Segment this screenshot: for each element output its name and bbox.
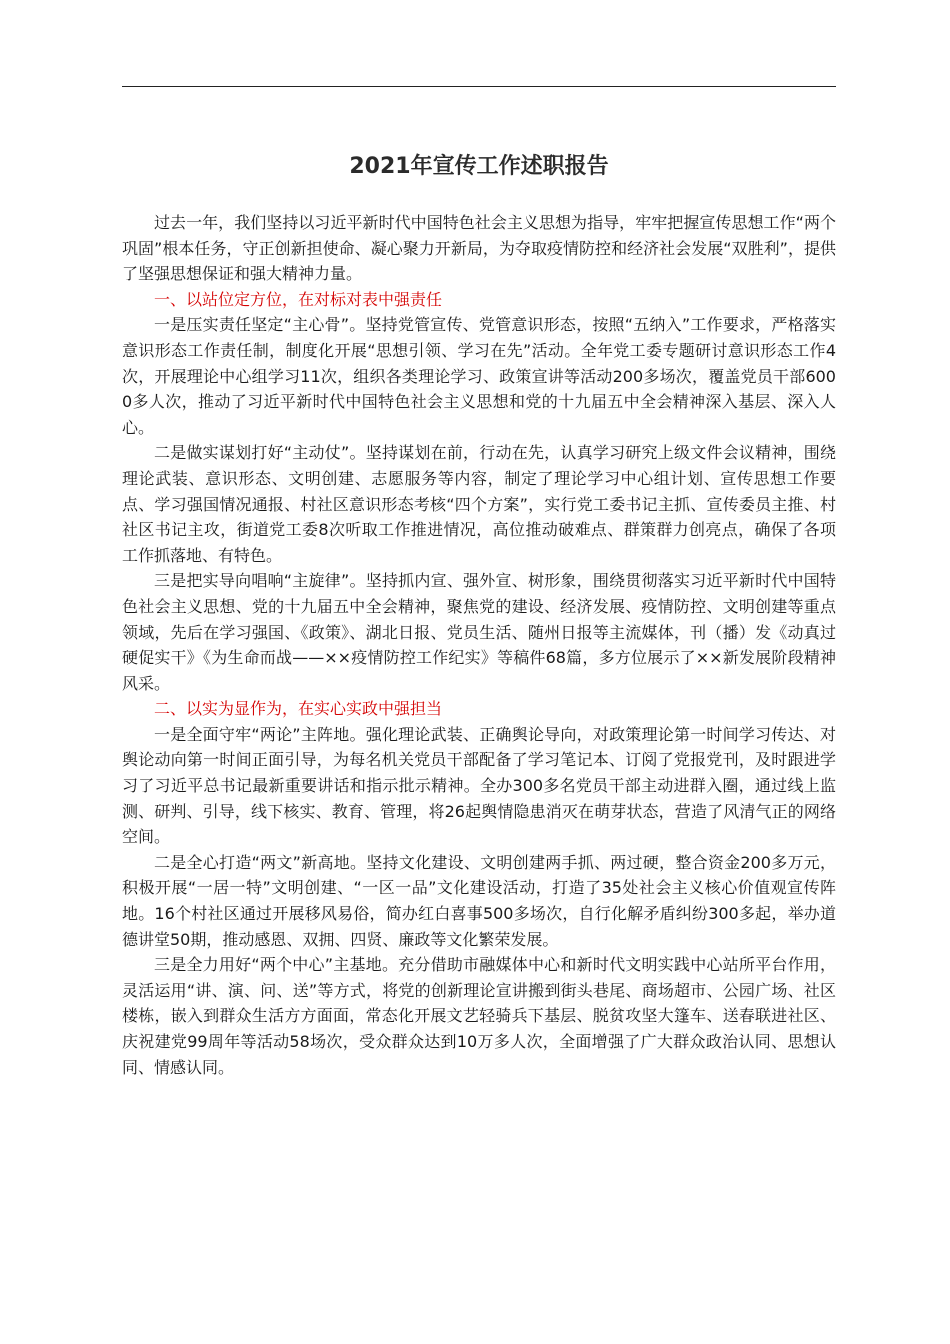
body-paragraph: 三是全力用好“两个中心”主基地。充分借助市融媒体中心和新时代文明实践中心站所平台作用，灵活运用“讲、演、问、送”等方式，将党的创新理论宣讲搬到街头巷尾、商场超市、公园广场、社区楼栋，嵌入到群众生活方方面面，常态化开展文艺轻骑兵下基层、脱贫攻坚大篷车、送春联进社区、庆祝建党99周年等活动58场次，受众群众达到10万多人次，全面增强了广大群众政治认同、思想认同、情感认同。: [122, 955, 836, 1077]
body-paragraph: 一是全面守牢“两论”主阵地。强化理论武装、正确舆论导向，对政策理论第一时间学习传达、对舆论动向第一时间正面引导，为每名机关党员干部配备了学习笔记本、订阅了党报党刊，及时跟进学习了习近平总书记最新重要讲话和指示批示精神。全办300多名党员干部主动进群入圈，通过线上监测、研判、引导，线下核实、教育、管理，将26起舆情隐患消灭在萌芽状态，营造了风清气正的网络空间。: [122, 724, 836, 847]
intro-paragraph: 过去一年，我们坚持以习近平新时代中国特色社会主义思想为指导，牢牢把握宣传思想工作“两个巩固”根本任务，守正创新担使命、凝心聚力开新局，为夺取疫情防控和经济社会发展“双胜利”，提供了坚强思想保证和强大精神力量。: [122, 213, 836, 284]
section-heading-1: 一、以站位定方位，在对标对表中强责任: [154, 289, 443, 309]
header-rule: [122, 86, 836, 87]
document-body: [122, 210, 836, 1080]
body-paragraph: 三是把实导向唱响“主旋律”。坚持抓内宣、强外宣、树形象，围绕贯彻落实习近平新时代中国特色社会主义思想、党的十九届五中全会精神，聚焦党的建设、经济发展、疫情防控、文明创建等重点领域，先后在学习强国、《政策》、湖北日报、党员生活、随州日报等主流媒体，刊（播）发《动真过硬促实干》《为生命而战——××疫情防控工作纪实》等稿件68篇，多方位展示了××新发展阶段精神风采。: [122, 571, 836, 693]
section-heading-2: 二、以实为显作为，在实心实政中强担当: [154, 699, 443, 719]
body-paragraph: 一是压实责任坚定“主心骨”。坚持党管宣传、党管意识形态，按照“五纳入”工作要求，严格落实意识形态工作责任制，制度化开展“思想引领、学习在先”活动。全年党工委专题研讨意识形态工作4次，开展理论中心组学习11次，组织各类理论学习、政策宣讲等活动200多场次，覆盖党员干部6000多人次，推动了习近平新时代中国特色社会主义思想和党的十九届五中全会精神深入基层、深入人心。: [122, 315, 836, 437]
body-paragraph: 二是做实谋划打好“主动仗”。坚持谋划在前，行动在先，认真学习研究上级文件会议精神，围绕理论武装、意识形态、文明创建、志愿服务等内容，制定了理论学习中心组计划、宣传思想工作要点、学习强国情况通报、村社区意识形态考核“四个方案”，实行党工委书记主抓、宣传委员主推、村社区书记主攻，街道党工委8次听取工作推进情况，高位推动破难点、群策群力创亮点，确保了各项工作抓落地、有特色。: [122, 443, 836, 565]
document-title: 2021年宣传工作述职报告: [349, 154, 609, 179]
body-paragraph: 二是全心打造“两文”新高地。坚持文化建设、文明创建两手抓、两过硬，整合资金200多万元，积极开展“一居一特”文明创建、“一区一品”文化建设活动，打造了35处社会主义核心价值观宣传阵地。16个村社区通过开展移风易俗，简办红白喜事500多场次，自行化解矛盾纠纷300多起，举办道德讲堂50期，推动感恩、双拥、四贤、廉政等文化繁荣发展。: [122, 852, 836, 949]
